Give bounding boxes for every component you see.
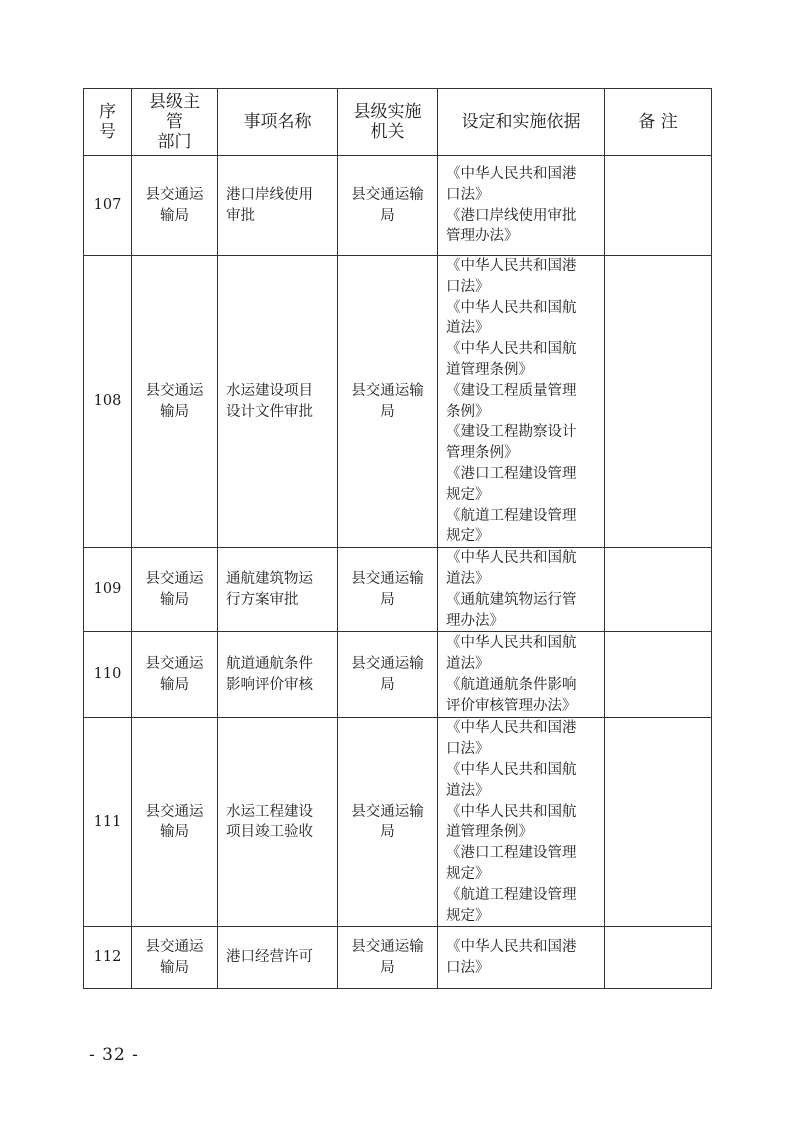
- table-row: [84, 548, 712, 632]
- item-name-cell-line: 行方案审批: [226, 591, 299, 608]
- department-cell-line: 县交通运: [145, 186, 204, 203]
- document-sheet: [83, 88, 712, 989]
- remark-cell: [605, 156, 712, 256]
- item-name-cell-line: 审批: [226, 207, 255, 224]
- agency-cell-line: 县交通运输: [351, 656, 424, 673]
- basis-cell-line: 《通航建筑物运行管: [446, 591, 577, 608]
- basis-cell-line: 《中华人民共和国航: [446, 761, 577, 778]
- department-cell-line: 输局: [160, 824, 189, 841]
- agency-cell-line: 局: [380, 676, 395, 693]
- basis-cell-line: 《建设工程质量管理: [446, 382, 577, 399]
- agency-cell: [338, 927, 438, 989]
- serial-number-cell: 108: [84, 256, 132, 548]
- basis-cell-line: 《港口岸线使用审批: [446, 207, 577, 224]
- department-cell-line: 县交通运: [145, 656, 204, 673]
- item-name-cell-line: 港口经营许可: [226, 949, 313, 966]
- basis-cell-line: 《中华人民共和国航: [446, 635, 577, 652]
- agency-cell-line: 县交通运输: [351, 382, 424, 399]
- basis-cell: [438, 632, 605, 718]
- basis-cell-line: 规定》: [446, 528, 490, 545]
- header-item-name: 事项名称: [218, 89, 338, 156]
- department-cell: [132, 718, 218, 927]
- basis-cell-line: 条例》: [446, 403, 490, 420]
- department-cell: [132, 256, 218, 548]
- item-name-cell-line: 水运建设项目: [226, 382, 313, 399]
- agency-cell-line: 局: [380, 207, 395, 224]
- table-body: [84, 156, 712, 989]
- serial-number-cell: 112: [84, 927, 132, 989]
- basis-cell-line: 《中华人民共和国航: [446, 550, 577, 567]
- department-cell-line: 县交通运: [145, 382, 204, 399]
- basis-cell-line: 口法》: [446, 959, 490, 976]
- page-number: - 32 -: [89, 1045, 139, 1065]
- basis-cell-line: 《中华人民共和国港: [446, 258, 577, 274]
- basis-cell-line: 《航道工程建设管理: [446, 507, 577, 524]
- item-name-cell: [218, 718, 338, 927]
- header-remark: 备 注: [605, 89, 712, 156]
- basis-cell-line: 口法》: [446, 278, 490, 295]
- agency-cell-line: 局: [380, 403, 395, 420]
- agency-cell: [338, 156, 438, 256]
- table-row: [84, 927, 712, 989]
- item-name-cell: [218, 632, 338, 718]
- basis-cell-line: 《航道工程建设管理: [446, 886, 577, 903]
- agency-cell: [338, 718, 438, 927]
- agency-cell-line: 县交通运输: [351, 186, 424, 203]
- serial-number-cell: 109: [84, 548, 132, 632]
- basis-cell-line: 《中华人民共和国港: [446, 720, 577, 737]
- remark-cell: [605, 718, 712, 927]
- header-basis: 设定和实施依据: [438, 89, 605, 156]
- basis-cell-line: 《中华人民共和国航: [446, 299, 577, 316]
- item-name-cell-line: 项目竣工验收: [226, 824, 313, 841]
- basis-cell-line: 管理办法》: [446, 228, 519, 245]
- department-cell-line: 输局: [160, 207, 189, 224]
- header-agency: 县级实施 机关: [338, 89, 438, 156]
- admin-items-table: [83, 88, 712, 989]
- basis-cell-line: 《港口工程建设管理: [446, 845, 577, 862]
- department-cell-line: 输局: [160, 403, 189, 420]
- department-cell: [132, 632, 218, 718]
- department-cell-line: 县交通运: [145, 939, 204, 956]
- table-row: [84, 632, 712, 718]
- table-row: [84, 256, 712, 548]
- table-row: [84, 718, 712, 927]
- table-row: [84, 156, 712, 256]
- agency-cell-line: 县交通运输: [351, 939, 424, 956]
- item-name-cell-line: 水运工程建设: [226, 803, 313, 820]
- department-cell-line: 输局: [160, 676, 189, 693]
- header-serial-number: 序 号: [84, 89, 132, 156]
- department-cell-line: 输局: [160, 959, 189, 976]
- basis-cell-line: 道法》: [446, 570, 490, 587]
- header-department: 县级主 管 部门: [132, 89, 218, 156]
- basis-cell-line: 道管理条例》: [446, 824, 533, 841]
- basis-cell: [438, 718, 605, 927]
- agency-cell-line: 局: [380, 824, 395, 841]
- department-cell-line: 输局: [160, 591, 189, 608]
- remark-cell: [605, 632, 712, 718]
- item-name-cell-line: 设计文件审批: [226, 403, 313, 420]
- remark-cell: [605, 927, 712, 989]
- basis-cell-line: 道管理条例》: [446, 361, 533, 378]
- agency-cell-line: 县交通运输: [351, 570, 424, 587]
- basis-cell-line: 《航道通航条件影响: [446, 676, 577, 693]
- agency-cell: [338, 548, 438, 632]
- basis-cell-line: 规定》: [446, 486, 490, 503]
- basis-cell-line: 道法》: [446, 320, 490, 337]
- agency-cell: [338, 256, 438, 548]
- item-name-cell-line: 航道通航条件: [226, 656, 313, 673]
- basis-cell-line: 《中华人民共和国航: [446, 803, 577, 820]
- department-cell: [132, 927, 218, 989]
- basis-cell-line: 理办法》: [446, 612, 504, 629]
- department-cell-line: 县交通运: [145, 570, 204, 587]
- basis-cell-line: 口法》: [446, 186, 490, 203]
- basis-cell: [438, 256, 605, 548]
- basis-cell-line: 《中华人民共和国航: [446, 341, 577, 358]
- basis-cell-line: 评价审核管理办法》: [446, 697, 577, 714]
- basis-cell: [438, 156, 605, 256]
- basis-cell-line: 规定》: [446, 907, 490, 924]
- item-name-cell-line: 影响评价审核: [226, 676, 313, 693]
- basis-cell-line: 口法》: [446, 741, 490, 758]
- agency-cell: [338, 632, 438, 718]
- table-header-row: [84, 89, 712, 156]
- basis-cell-line: 道法》: [446, 782, 490, 799]
- department-cell: [132, 156, 218, 256]
- basis-cell-line: 《中华人民共和国港: [446, 939, 577, 956]
- department-cell: [132, 548, 218, 632]
- item-name-cell: [218, 156, 338, 256]
- serial-number-cell: 111: [84, 718, 132, 927]
- basis-cell-line: 《港口工程建设管理: [446, 465, 577, 482]
- agency-cell-line: 局: [380, 591, 395, 608]
- item-name-cell-line: 港口岸线使用: [226, 186, 313, 203]
- item-name-cell-line: 通航建筑物运: [226, 570, 313, 587]
- basis-cell-line: 《中华人民共和国港: [446, 165, 577, 182]
- remark-cell: [605, 256, 712, 548]
- item-name-cell: [218, 927, 338, 989]
- agency-cell-line: 局: [380, 959, 395, 976]
- agency-cell-line: 县交通运输: [351, 803, 424, 820]
- basis-cell: [438, 927, 605, 989]
- basis-cell-line: 道法》: [446, 656, 490, 673]
- basis-cell-line: 《建设工程勘察设计: [446, 424, 577, 441]
- remark-cell: [605, 548, 712, 632]
- department-cell-line: 县交通运: [145, 803, 204, 820]
- item-name-cell: [218, 256, 338, 548]
- basis-cell-line: 规定》: [446, 865, 490, 882]
- serial-number-cell: 107: [84, 156, 132, 256]
- serial-number-cell: 110: [84, 632, 132, 718]
- item-name-cell: [218, 548, 338, 632]
- basis-cell-line: 管理条例》: [446, 445, 519, 462]
- basis-cell: [438, 548, 605, 632]
